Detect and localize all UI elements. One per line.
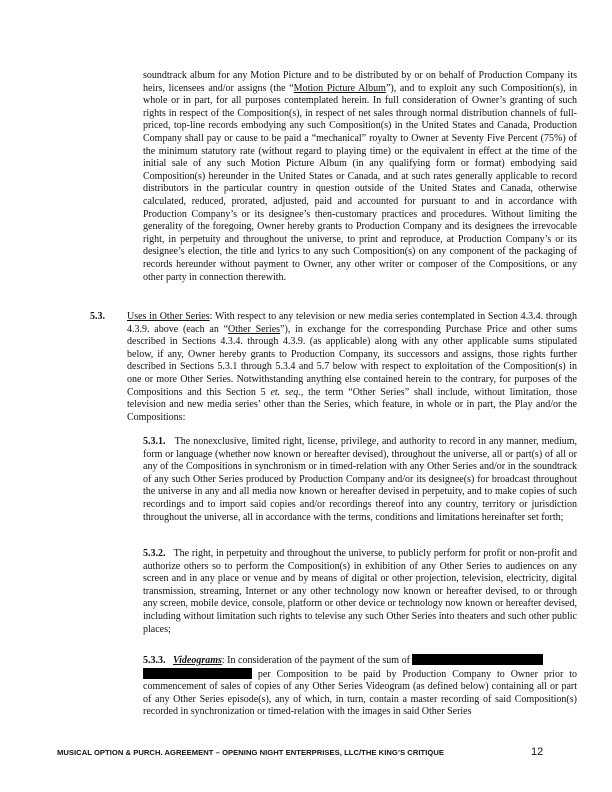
subsection-5-3-2-number: 5.3.2. [143, 548, 166, 559]
subsection-5-3-1-number: 5.3.1. [143, 436, 166, 447]
redaction-bar [143, 668, 252, 679]
footer-title: MUSICAL OPTION & PURCH. AGREEMENT – OPENING NIGHT ENTERPRISES, LLC/THE KING’S CRITIQUE [57, 748, 444, 757]
motion-picture-album-term: Motion Picture Album [293, 82, 386, 94]
subsection-5-3-3 [143, 654, 577, 719]
subsection-5-3-3-text-b: per Composition to be paid by Production Company to Owner prior to commencement of sales of copies of any Other Series Videogram (as defined below) containing all or part of any Other Series episode(s), any of which, in turn, contain a master recording of said Composition(s) recorded in synchronization or timed-relation with the images in said Other Series [143, 668, 577, 718]
other-series-term: Other Series [228, 323, 281, 335]
section-5-3 [90, 311, 577, 424]
intro-paragraph [143, 70, 577, 284]
subsection-5-3-2-text: The right, in perpetuity and throughout the universe, to publicly perform for profit or non-profit and authorize others so to perform the Composition(s) in exhibition of any Other Series to audiences on any screen and in any place or venue and by means of digital or other projection, television, electricity, digital transmission, streaming, Internet or any other technology now known or hereafter devised, to or through any screen, mobile device, console, platform or other device or technology now known or hereafter devised, including without limitation such rights to televise any such Other Series into theaters and such other public places; [143, 548, 577, 635]
intro-text-b: ”), and to exploit any such Composition(s), in whole or in part, for all purposes contemplated herein. In full consideration of Owner’s granting of such rights in respect of the Composition(s), in respect of net sales through normal distribution channels of full-priced, top-line records embodying any such Composition(s) in the United States and Canada, Production Company shall pay or cause to be paid a “mechanical” royalty to Owner at Seventy Five Percent (75%) of the minimum statutory rate (without regard to playing time) or the equivalent in effect at the time of the initial sale of any such Motion Picture Album (in any qualifying form or format) embodying said Composition(s) hereunder in the United States or Canada, and at such rates generally applicable to record distributors in the particular country in question outside of the United States and Canada, otherwise calculated, reduced, prorated, adjusted, paid and accounted for pursuant to and in accordance with Production Company’s or its designee’s then-customary practices and procedures. Without limiting the generality of the foregoing, Owner hereby grants to Production Company and its designees the irrevocable right, in perpetuity and throughout the universe, to print and reproduce, at Production Company’s or its designee’s election, the title and lyrics to any such Composition(s) on any component of the packaging of records hereunder without payment to Owner, any other writer or composer of the Compositions, or any other party in connection therewith. [143, 82, 577, 283]
subsection-5-3-1-text: The nonexclusive, limited right, license, privilege, and authority to record in any manner, medium, form or language (whether now known or hereafter devised), throughout the universe, all or part(s) of all or any of the Compositions in synchronism or in timed-relation with any Other Series and/or in the soundtrack of any such Other Series produced by Production Company and/or its designee(s) for broadcast throughout the universe in any and all media now known or hereafter devised in perpetuity, and to make copies of such recordings and to import said copies and/or recordings thereof into any country, territory or jurisdiction throughout the universe, all in accordance with the terms, conditions and limitations hereinafter set forth; [143, 436, 578, 523]
section-5-3-text-a: : With respect to any television or new media series contemplated in Section 4.3.4. through 4.3.9. above (each an “ [127, 311, 577, 335]
redaction-bar [412, 654, 543, 665]
subsection-5-3-3-text-a: : In consideration of the payment of the sum of [221, 655, 413, 666]
et-seq: et. seq. [270, 386, 301, 398]
subsection-5-3-2 [143, 548, 577, 636]
subsection-5-3-3-number: 5.3.3. [143, 655, 166, 666]
section-5-3-body [127, 311, 577, 424]
page-number: 12 [531, 746, 544, 758]
intro-text-a: soundtrack album for any Motion Picture and to be distributed by or on behalf of Production Company its heirs, licensees and/or assigns (the “ [143, 70, 577, 94]
section-5-3-text-b: ”), in exchange for the corresponding Purchase Price and other sums described in Sections 4.3.4. through 4.3.9. (as applicable) along with any other applicable sums stipulated below, if any, Owner hereby grants to Production Company, its successors and assigns, those rights further described in Sections 5.3.1 through 5.3.4 and 5.7 below with respect to exploitation of the Composition(s) in one or more Other Series. Notwithstanding anything else contained herein to the contrary, for purposes of the Compositions and this Section 5 [127, 323, 577, 398]
subsection-5-3-1 [143, 436, 577, 524]
section-5-3-number: 5.3. [90, 311, 105, 322]
section-5-3-heading: Uses in Other Series [127, 311, 210, 322]
videograms-heading: Videograms [173, 655, 222, 666]
section-5-3-text-c: , the term “Other Series” shall include, without limitation, those television and new media series’ other than the Series, which feature, in whole or in part, the Play and/or the Compositions: [127, 386, 578, 423]
